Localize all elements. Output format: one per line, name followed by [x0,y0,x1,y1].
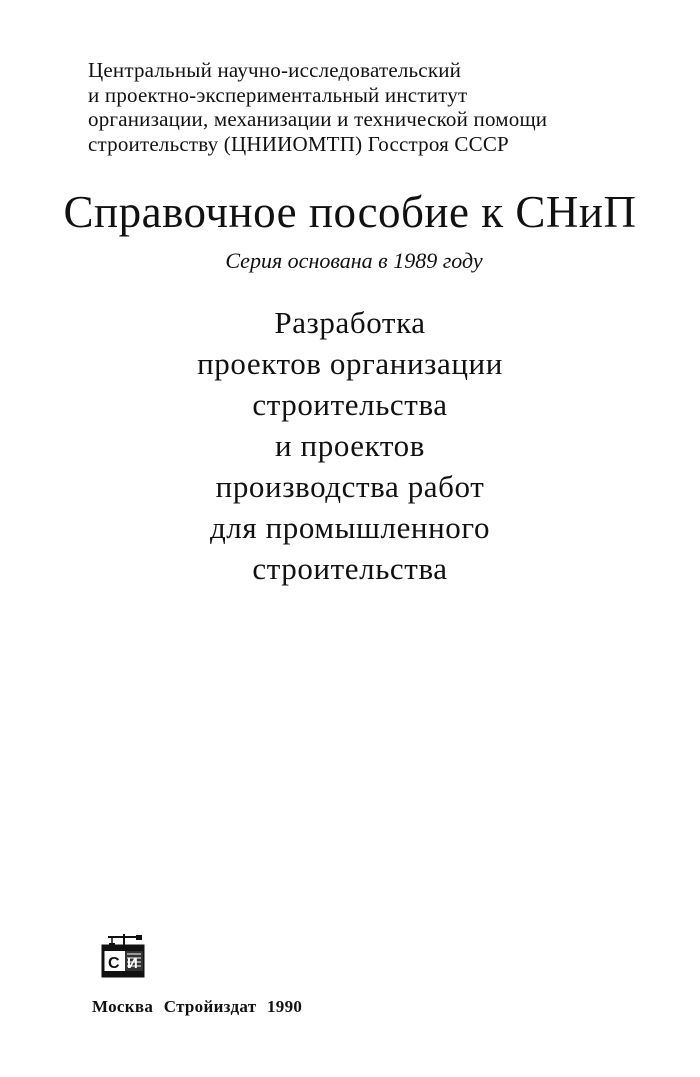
book-title [0,302,700,589]
svg-text:С: С [108,955,120,972]
book-title-line: строительства [252,387,448,422]
imprint-publisher: Стройиздат [163,997,257,1016]
stroiizdat-logo-icon [100,932,146,978]
series-title: Справочное пособие к СНиП [63,187,637,237]
series-note: Серия основана в 1989 году [225,248,483,273]
book-title-line: для промышленного [209,510,491,545]
svg-text:И: И [127,955,138,972]
institute-line: строительству (ЦНИИОМТП) Госстроя СССР [88,131,509,156]
book-title-line: Разработка [274,305,426,340]
imprint [92,996,308,1018]
institute-line: организации, механизации и технической помощи [88,107,548,131]
institute-line: Центральный научно-исследовательский [88,58,462,82]
book-title-line: проектов организации [197,346,503,381]
imprint-city: Москва [92,997,154,1016]
imprint-year: 1990 [266,997,303,1016]
book-title-line: производства работ [215,469,485,504]
institute-line: и проектно-экспериментальный институт [88,82,468,107]
book-title-line: строительства [252,551,448,586]
book-title-line: и проектов [275,428,425,463]
institute-name [88,58,678,156]
